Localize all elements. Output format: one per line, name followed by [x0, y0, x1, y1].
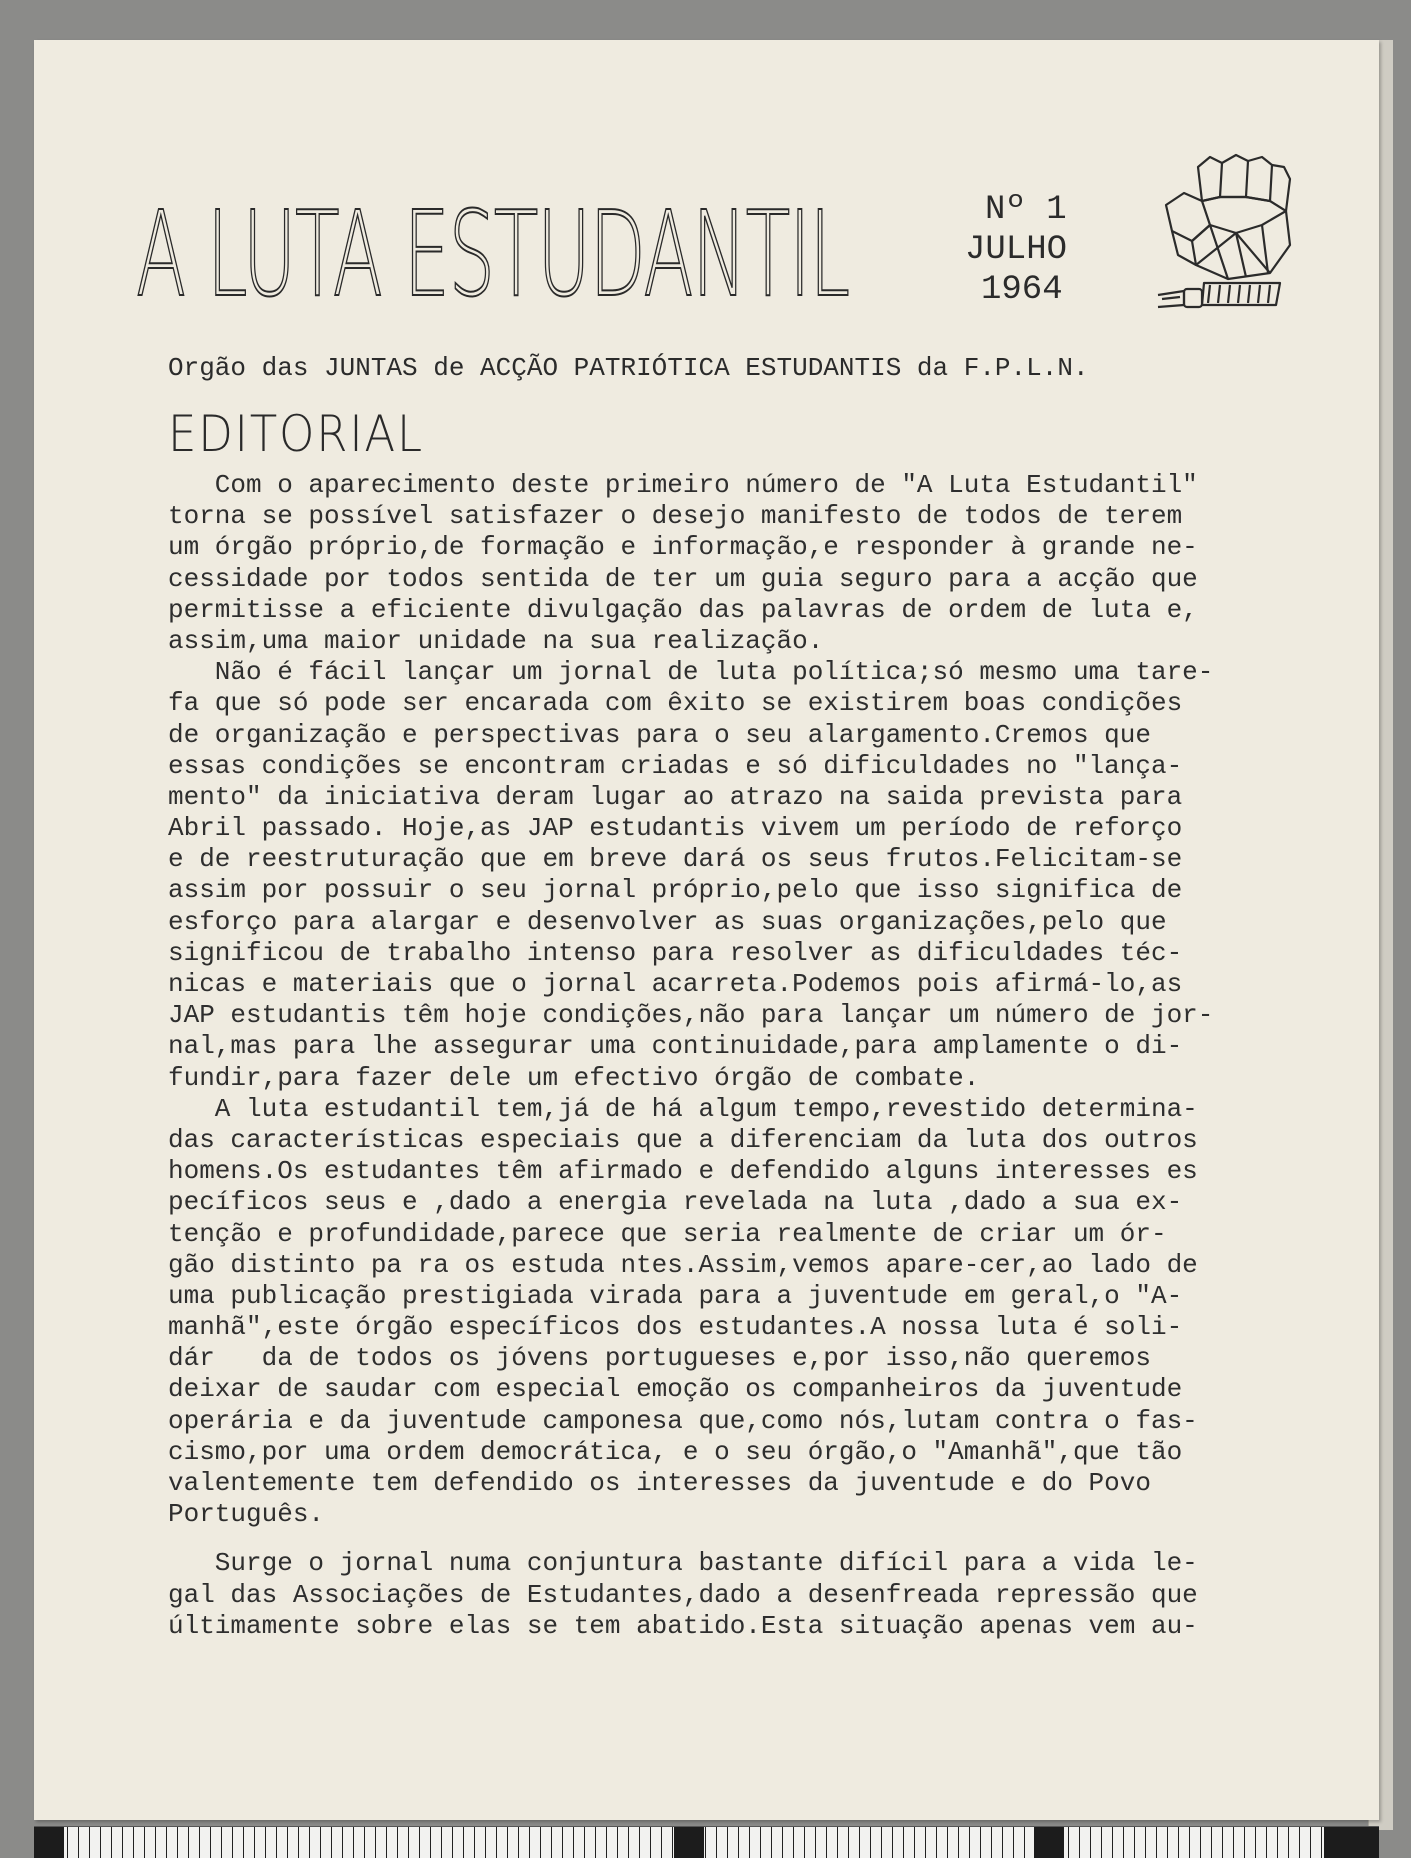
text-line: cismo,por uma ordem democrática, e o seu órgão,o "Amanhã",que tão — [168, 1436, 1183, 1467]
text-line: mento" da iniciativa deram lugar ao atrazo na saida prevista para — [168, 781, 1183, 812]
text-line: de organização e perspectivas para o seu alargamento.Cremos que — [168, 719, 1151, 750]
text-line: Surge o jornal numa conjuntura bastante difícil para a vida le- — [168, 1548, 1198, 1579]
text-line: gão distinto pa ra os estuda ntes.Assim,vemos apare-cer,ao lado de — [168, 1249, 1198, 1280]
text-line: das características especiais que a diferenciam da luta dos outros — [168, 1124, 1198, 1155]
color-scale-ruler — [34, 1826, 1379, 1858]
raised-fist-broken-chain-icon — [1150, 145, 1300, 335]
issue-month: JULHO — [965, 231, 1068, 269]
text-line: pecíficos seus e ,dado a energia revelada na luta ,dado a sua ex- — [168, 1187, 1183, 1218]
text-line: nicas e materiais que o jornal acarreta.Podemos pois afirmá-lo,as — [168, 969, 1183, 999]
text-line: torna se possível satisfazer o desejo manifesto de todos de terem — [168, 501, 1183, 532]
text-line: homens.Os estudantes têm afirmado e defendido alguns interesses es — [168, 1156, 1198, 1187]
text-line: uma publicação prestigiada virada para a juventude em geral,o "A- — [168, 1280, 1183, 1311]
text-line: Abril passado. Hoje,as JAP estudantis vivem um período de reforço — [168, 813, 1183, 844]
text-line: essas condições se encontram criadas e só dificuldades no "lança- — [168, 750, 1183, 781]
text-line: dár da de todos os jóvens portugueses e,por isso,não queremos — [168, 1343, 1151, 1374]
text-line: fa que só pode ser encarada com êxito se existirem boas condições — [168, 688, 1183, 719]
text-line: gal das Associações de Estudantes,dado a desenfreada repressão que — [168, 1579, 1198, 1610]
text-line: manhã",este órgão específicos dos estudantes.A nossa luta é soli- — [168, 1312, 1183, 1343]
text-line: permitisse a eficiente divulgação das palavras de ordem de luta e, — [168, 594, 1198, 625]
text-line: valentemente tem defendido os interesses da juventude e do Povo — [168, 1468, 1151, 1498]
text-line: deixar de saudar com especial emoção os companheiros da juventude — [168, 1374, 1183, 1405]
text-line: assim por possuir o seu jornal próprio,pelo que isso significa de — [168, 875, 1183, 906]
editorial-body — [168, 470, 1318, 1642]
text-line: Não é fácil lançar um jornal de luta política;só mesmo uma tare- — [168, 657, 1214, 688]
text-line: nal,mas para lhe assegurar uma continuidade,para amplamente o di- — [168, 1031, 1183, 1062]
section-heading: EDITORIAL — [168, 405, 424, 463]
text-line: e de reestruturação que em breve dará os seus frutos.Felicitam-se — [168, 844, 1183, 875]
text-line: fundir,para fazer dele um efectivo órgão de combate. — [168, 1062, 980, 1093]
issue-info — [965, 190, 1067, 310]
text-line: esforço para alargar e desenvolver as suas organizações,pelo que — [168, 906, 1167, 937]
text-line: A luta estudantil tem,já de há algum tempo,revestido determina- — [168, 1093, 1198, 1124]
text-line: cessidade por todos sentida de ter um guia seguro para a acção que — [168, 563, 1198, 594]
issue-year: 1964 — [981, 271, 1063, 309]
text-line: um órgão próprio,de formação e informação,e responder à grande ne- — [168, 532, 1198, 563]
text-line: Português. — [168, 1499, 325, 1530]
text-line: Com o aparecimento deste primeiro número de "A Luta Estudantil" — [168, 470, 1198, 500]
text-line: significou de trabalho intenso para resolver as dificuldades téc- — [168, 937, 1183, 968]
text-line: assim,uma maior unidade na sua realização. — [168, 625, 824, 656]
masthead-title: A LUTA ESTUDANTIL — [136, 185, 849, 323]
subtitle: Orgão das JUNTAS de ACÇÃO PATRIÓTICA ESTUDANTIS da F.P.L.N. — [168, 353, 1089, 383]
text-line: últimamente sobre elas se tem abatido.Esta situação apenas vem au- — [168, 1610, 1198, 1641]
text-line: tenção e profundidade,parece que seria realmente de criar um ór- — [168, 1218, 1167, 1249]
text-line: JAP estudantis têm hoje condições,não para lançar um número de jor- — [168, 1000, 1214, 1031]
text-line — [168, 1530, 1318, 1548]
issue-number: Nº 1 — [985, 191, 1067, 229]
text-line: operária e da juventude camponesa que,como nós,lutam contra o fas- — [168, 1405, 1198, 1436]
